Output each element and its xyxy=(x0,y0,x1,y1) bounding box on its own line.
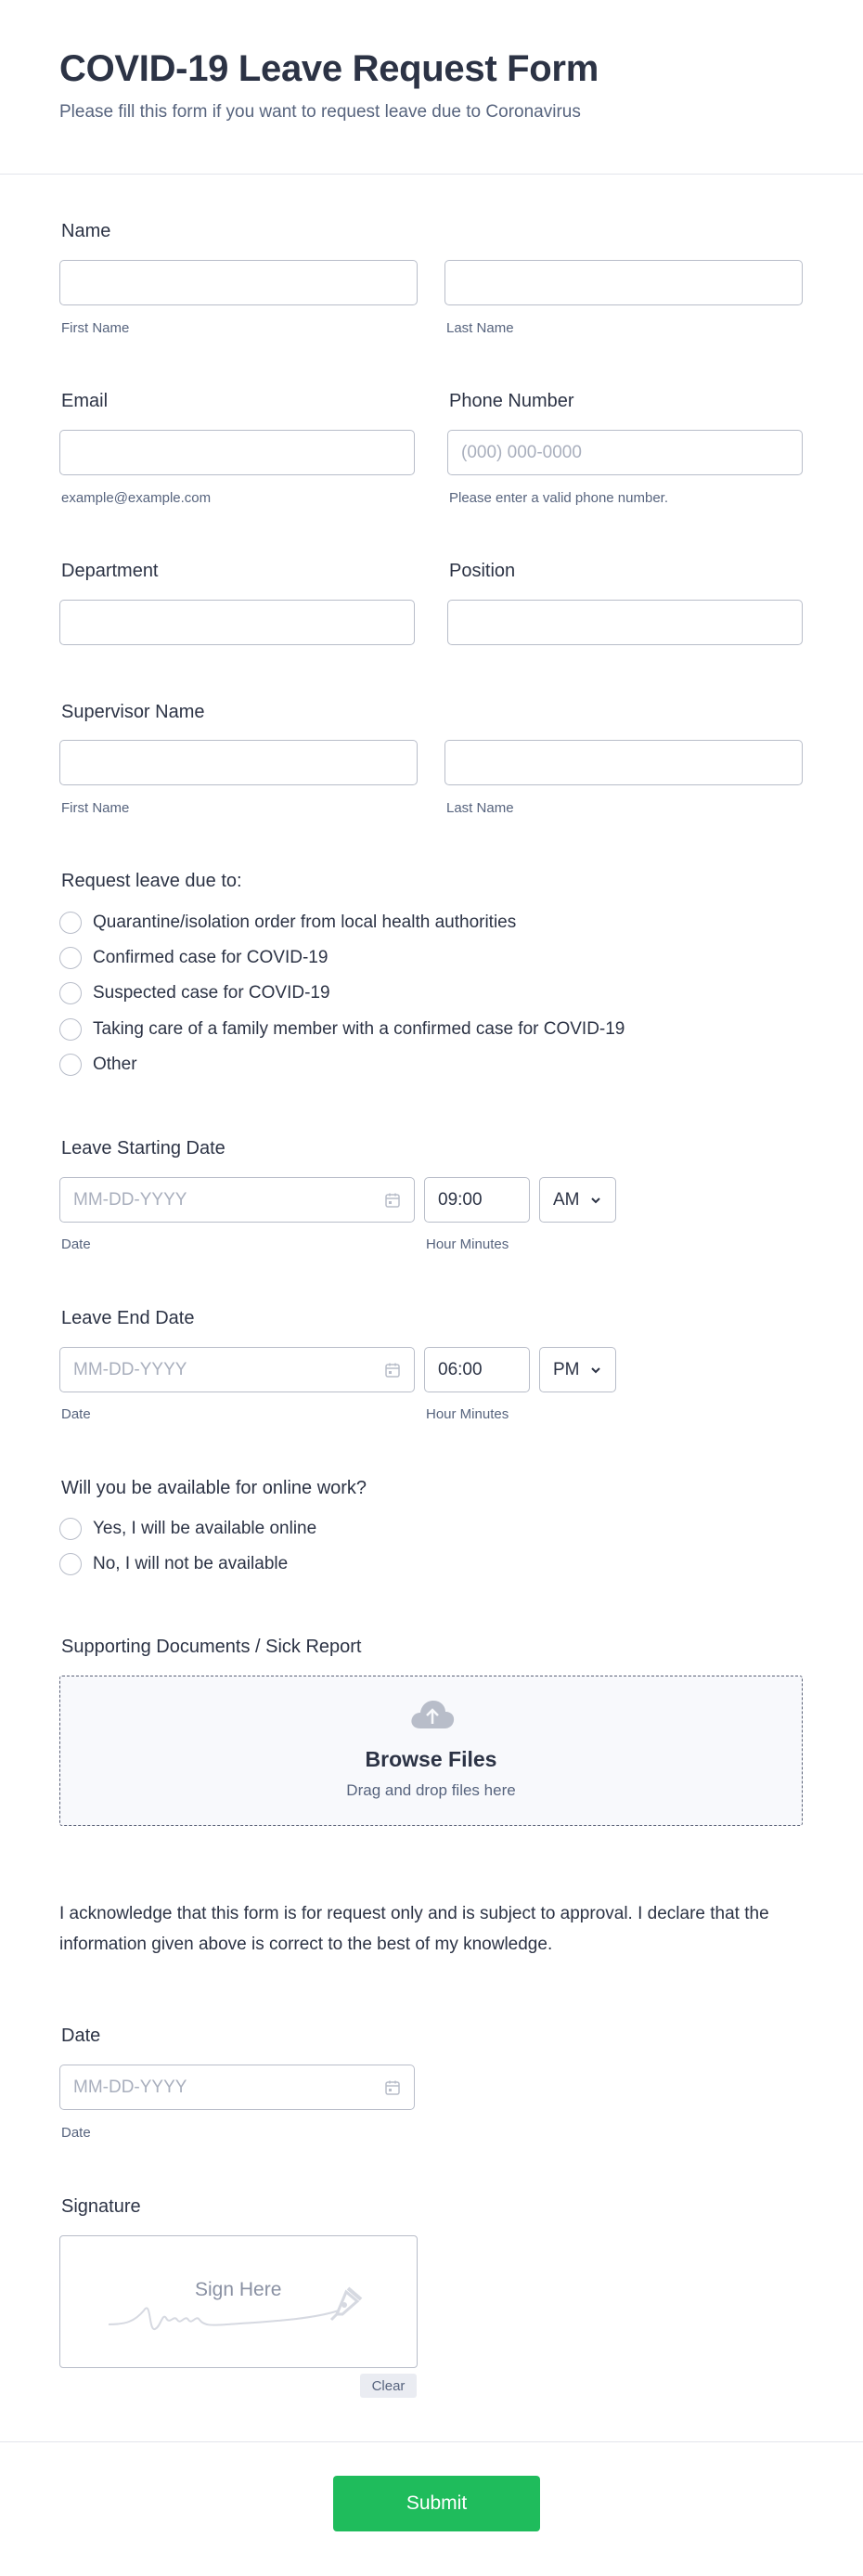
end-time-input[interactable] xyxy=(424,1347,530,1392)
supervisor-first-sublabel: First Name xyxy=(61,800,130,816)
date-placeholder: MM-DD-YYYY xyxy=(73,1189,187,1210)
end-date-input[interactable] xyxy=(59,1347,415,1392)
radio-button[interactable] xyxy=(59,912,82,934)
date-label: Date xyxy=(61,2026,101,2046)
radio-button[interactable] xyxy=(59,1518,82,1540)
calendar-icon[interactable] xyxy=(384,2079,401,2096)
date-sublabel: Date xyxy=(61,2125,91,2141)
supervisor-label: Supervisor Name xyxy=(61,702,205,722)
reason-option[interactable] xyxy=(59,979,330,1007)
email-label: Email xyxy=(61,391,109,411)
start-ampm-select[interactable] xyxy=(539,1177,616,1223)
radio-button[interactable] xyxy=(59,1054,82,1076)
reason-option[interactable] xyxy=(59,909,516,937)
online-work-label: Will you be available for online work? xyxy=(61,1478,367,1498)
start-date-label: Leave Starting Date xyxy=(61,1138,225,1159)
signature-label: Signature xyxy=(61,2196,141,2217)
last-name-input[interactable] xyxy=(444,260,803,305)
first-name-sublabel: First Name xyxy=(61,320,130,336)
radio-button[interactable] xyxy=(59,1553,82,1575)
radio-label: No, I will not be available xyxy=(93,1554,289,1573)
supervisor-first-name-input[interactable] xyxy=(59,740,418,785)
ampm-value: AM xyxy=(553,1189,580,1210)
cloud-upload-icon xyxy=(409,1697,456,1730)
start-time-input[interactable] xyxy=(424,1177,530,1223)
email-sublabel: example@example.com xyxy=(61,490,212,506)
last-name-sublabel: Last Name xyxy=(446,320,514,336)
time-value: 06:00 xyxy=(438,1359,483,1379)
email-input[interactable] xyxy=(59,430,415,475)
chevron-down-icon xyxy=(589,1364,602,1377)
date-input[interactable] xyxy=(59,2065,415,2110)
radio-label: Yes, I will be available online xyxy=(93,1519,317,1538)
online-option[interactable] xyxy=(59,1550,288,1578)
radio-label: Taking care of a family member with a confirmed case for COVID-19 xyxy=(93,1019,625,1039)
start-date-sublabel: Date xyxy=(61,1236,91,1252)
position-label: Position xyxy=(449,561,516,581)
signature-pad[interactable] xyxy=(59,2235,418,2368)
calendar-icon[interactable] xyxy=(384,1362,401,1379)
time-value: 09:00 xyxy=(438,1189,483,1210)
browse-files-button[interactable]: Browse Files xyxy=(365,1747,497,1771)
radio-label: Quarantine/isolation order from local health authorities xyxy=(93,913,517,932)
phone-sublabel: Please enter a valid phone number. xyxy=(449,490,668,506)
position-input[interactable] xyxy=(447,600,803,645)
radio-label: Suspected case for COVID-19 xyxy=(93,983,330,1003)
start-time-sublabel: Hour Minutes xyxy=(426,1236,509,1252)
upload-hint: Drag and drop files here xyxy=(346,1781,516,1799)
radio-button[interactable] xyxy=(59,947,82,969)
reason-option[interactable] xyxy=(59,944,328,972)
sign-here-placeholder: Sign Here xyxy=(195,2279,282,2300)
radio-button[interactable] xyxy=(59,1018,82,1041)
first-name-input[interactable] xyxy=(59,260,418,305)
date-placeholder: MM-DD-YYYY xyxy=(73,1359,187,1379)
department-input[interactable] xyxy=(59,600,415,645)
date-placeholder: MM-DD-YYYY xyxy=(73,2077,187,2097)
reason-option[interactable] xyxy=(59,1016,625,1043)
phone-input[interactable] xyxy=(447,430,803,475)
reason-option[interactable] xyxy=(59,1051,137,1079)
acknowledgement-text: I acknowledge that this form is for request only and is subject to approval. I declare that the information given above is correct to the best of my knowledge. xyxy=(59,1904,769,1954)
footer-divider xyxy=(0,2441,863,2442)
name-label: Name xyxy=(61,221,111,241)
form-title: COVID-19 Leave Request Form xyxy=(59,48,599,89)
calendar-icon[interactable] xyxy=(384,1192,401,1209)
supervisor-last-sublabel: Last Name xyxy=(446,800,514,816)
end-ampm-select[interactable] xyxy=(539,1347,616,1392)
form-header xyxy=(0,0,863,175)
form-subtitle: Please fill this form if you want to request leave due to Coronavirus xyxy=(59,102,581,122)
clear-signature-button[interactable]: Clear xyxy=(360,2374,417,2398)
reason-label: Request leave due to: xyxy=(61,871,242,891)
end-date-sublabel: Date xyxy=(61,1406,91,1422)
end-time-sublabel: Hour Minutes xyxy=(426,1406,509,1422)
start-date-input[interactable] xyxy=(59,1177,415,1223)
online-option[interactable] xyxy=(59,1515,316,1543)
radio-button[interactable] xyxy=(59,982,82,1004)
radio-label: Confirmed case for COVID-19 xyxy=(93,948,328,967)
radio-label: Other xyxy=(93,1055,137,1074)
end-date-label: Leave End Date xyxy=(61,1308,195,1328)
department-label: Department xyxy=(61,561,159,581)
upload-label: Supporting Documents / Sick Report xyxy=(61,1637,362,1657)
chevron-down-icon xyxy=(589,1194,602,1207)
phone-label: Phone Number xyxy=(449,391,574,411)
file-upload-dropzone[interactable] xyxy=(59,1676,803,1826)
ampm-value: PM xyxy=(553,1359,580,1379)
supervisor-last-name-input[interactable] xyxy=(444,740,803,785)
submit-button[interactable]: Submit xyxy=(333,2476,540,2531)
